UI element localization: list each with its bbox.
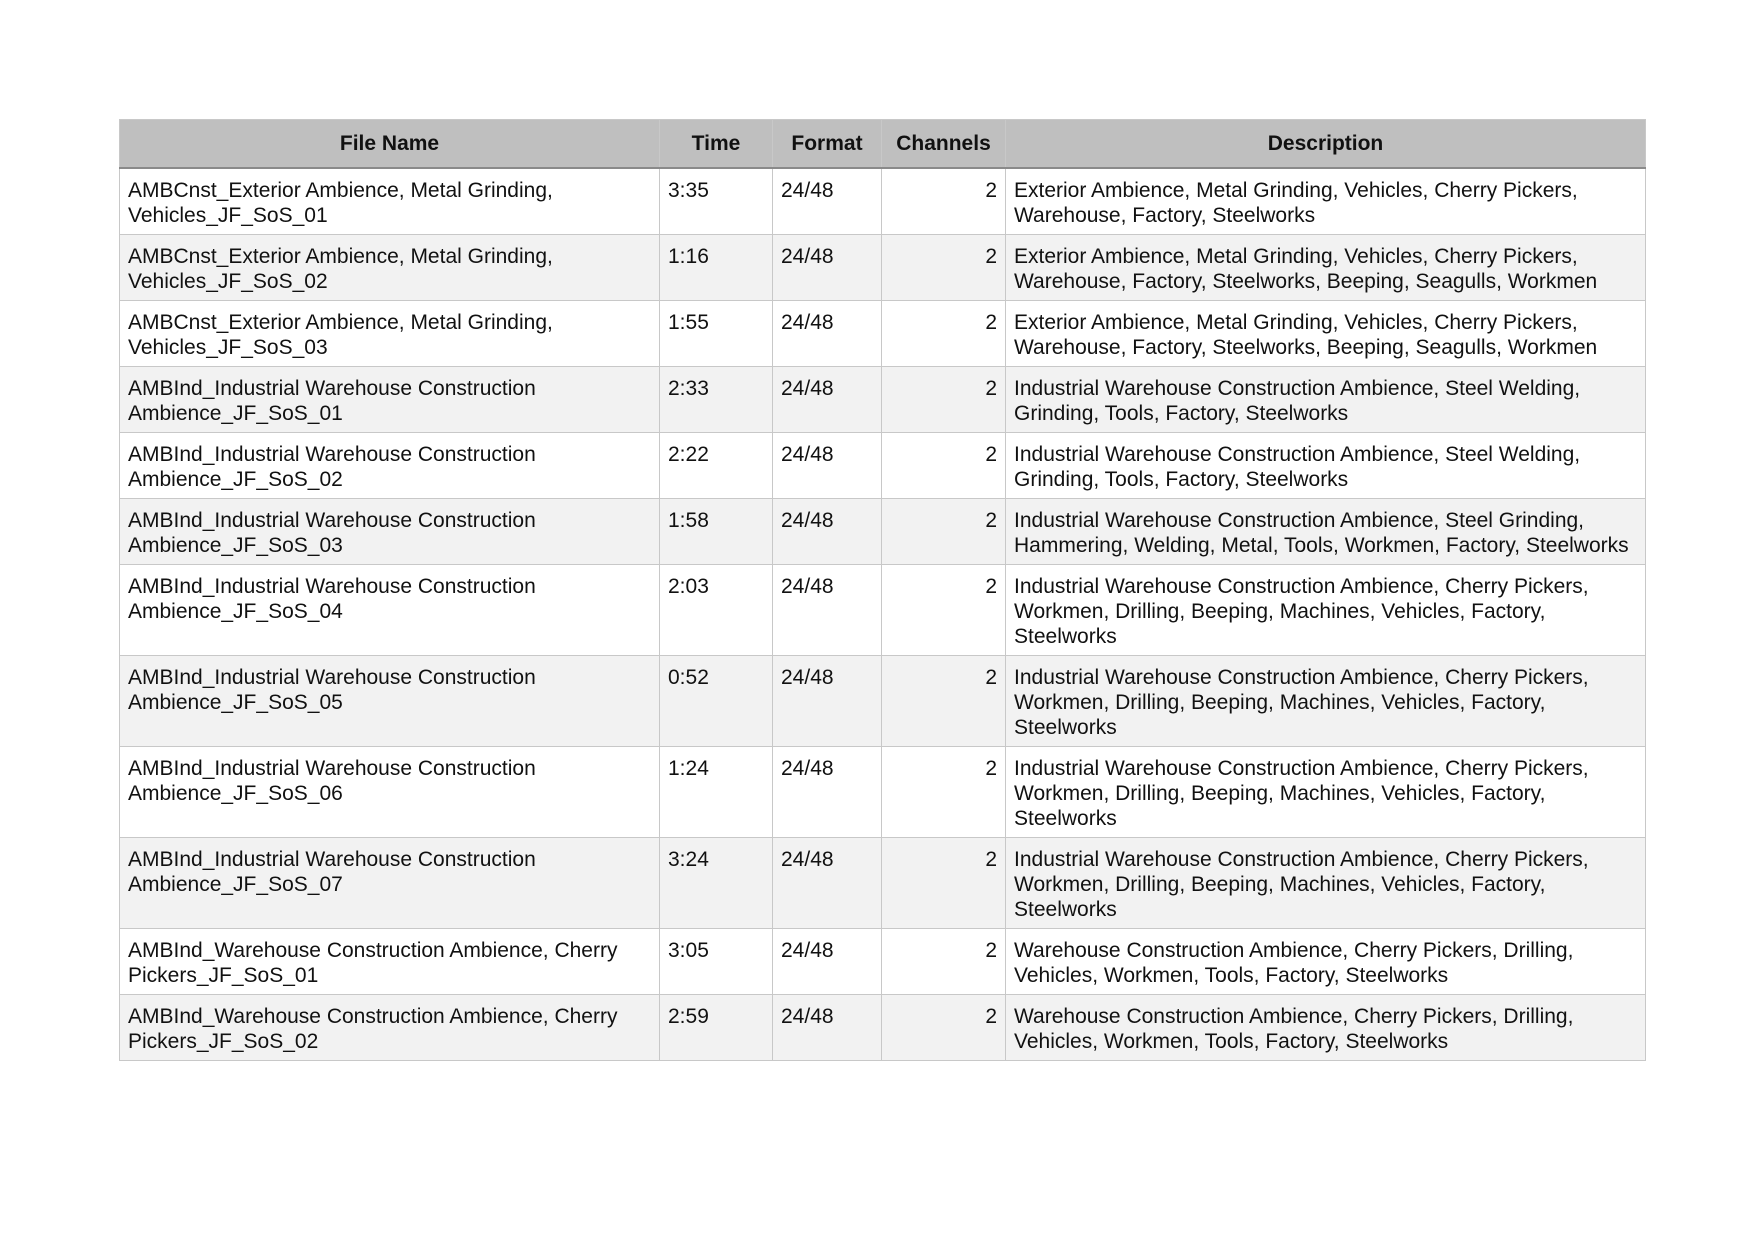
cell-channels[interactable]: 2 — [882, 838, 1006, 929]
table-row[interactable] — [120, 838, 1646, 929]
cell-format[interactable]: 24/48 — [773, 499, 882, 565]
cell-channels[interactable]: 2 — [882, 301, 1006, 367]
cell-time[interactable]: 0:52 — [660, 656, 773, 747]
cell-format[interactable]: 24/48 — [773, 168, 882, 235]
cell-time[interactable]: 2:33 — [660, 367, 773, 433]
cell-description[interactable]: Warehouse Construction Ambience, Cherry Pickers, Drilling, Vehicles, Workmen, Tools, Factory, Steelworks — [1006, 995, 1646, 1061]
cell-time[interactable]: 1:24 — [660, 747, 773, 838]
cell-description[interactable]: Warehouse Construction Ambience, Cherry Pickers, Drilling, Vehicles, Workmen, Tools, Factory, Steelworks — [1006, 929, 1646, 995]
cell-format[interactable]: 24/48 — [773, 929, 882, 995]
table-row[interactable] — [120, 367, 1646, 433]
cell-channels[interactable]: 2 — [882, 433, 1006, 499]
cell-channels[interactable]: 2 — [882, 747, 1006, 838]
cell-description[interactable]: Exterior Ambience, Metal Grinding, Vehicles, Cherry Pickers, Warehouse, Factory, Steelworks, Beeping, Seagulls, Workmen — [1006, 301, 1646, 367]
cell-description[interactable]: Industrial Warehouse Construction Ambience, Cherry Pickers, Workmen, Drilling, Beeping, Machines, Vehicles, Factory, Steelworks — [1006, 565, 1646, 656]
cell-time[interactable]: 3:05 — [660, 929, 773, 995]
cell-time[interactable]: 3:24 — [660, 838, 773, 929]
table-row[interactable] — [120, 995, 1646, 1061]
column-header-description[interactable]: Description — [1006, 120, 1646, 169]
file-list-table — [119, 119, 1646, 1061]
cell-description[interactable]: Industrial Warehouse Construction Ambience, Cherry Pickers, Workmen, Drilling, Beeping, Machines, Vehicles, Factory, Steelworks — [1006, 747, 1646, 838]
cell-file-name[interactable]: AMBCnst_Exterior Ambience, Metal Grinding, Vehicles_JF_SoS_02 — [120, 235, 660, 301]
cell-channels[interactable]: 2 — [882, 235, 1006, 301]
cell-file-name[interactable]: AMBInd_Warehouse Construction Ambience, Cherry Pickers_JF_SoS_02 — [120, 995, 660, 1061]
table-header — [120, 120, 1646, 169]
cell-time[interactable]: 2:59 — [660, 995, 773, 1061]
cell-description[interactable]: Industrial Warehouse Construction Ambience, Cherry Pickers, Workmen, Drilling, Beeping, Machines, Vehicles, Factory, Steelworks — [1006, 838, 1646, 929]
table-row[interactable] — [120, 433, 1646, 499]
cell-format[interactable]: 24/48 — [773, 838, 882, 929]
cell-channels[interactable]: 2 — [882, 656, 1006, 747]
cell-description[interactable]: Industrial Warehouse Construction Ambience, Steel Welding, Grinding, Tools, Factory, Steelworks — [1006, 433, 1646, 499]
cell-description[interactable]: Industrial Warehouse Construction Ambience, Cherry Pickers, Workmen, Drilling, Beeping, Machines, Vehicles, Factory, Steelworks — [1006, 656, 1646, 747]
cell-format[interactable]: 24/48 — [773, 433, 882, 499]
cell-format[interactable]: 24/48 — [773, 747, 882, 838]
cell-time[interactable]: 1:55 — [660, 301, 773, 367]
column-header-channels[interactable]: Channels — [882, 120, 1006, 169]
cell-channels[interactable]: 2 — [882, 168, 1006, 235]
cell-description[interactable]: Industrial Warehouse Construction Ambience, Steel Grinding, Hammering, Welding, Metal, Tools, Workmen, Factory, Steelworks — [1006, 499, 1646, 565]
cell-channels[interactable]: 2 — [882, 367, 1006, 433]
cell-file-name[interactable]: AMBInd_Industrial Warehouse Construction Ambience_JF_SoS_07 — [120, 838, 660, 929]
column-header-format[interactable]: Format — [773, 120, 882, 169]
cell-time[interactable]: 1:58 — [660, 499, 773, 565]
table-row[interactable] — [120, 929, 1646, 995]
cell-description[interactable]: Exterior Ambience, Metal Grinding, Vehicles, Cherry Pickers, Warehouse, Factory, Steelworks — [1006, 168, 1646, 235]
cell-file-name[interactable]: AMBCnst_Exterior Ambience, Metal Grinding, Vehicles_JF_SoS_03 — [120, 301, 660, 367]
cell-channels[interactable]: 2 — [882, 565, 1006, 656]
header-row — [120, 120, 1646, 169]
cell-format[interactable]: 24/48 — [773, 565, 882, 656]
cell-channels[interactable]: 2 — [882, 995, 1006, 1061]
column-header-time[interactable]: Time — [660, 120, 773, 169]
cell-file-name[interactable]: AMBCnst_Exterior Ambience, Metal Grinding, Vehicles_JF_SoS_01 — [120, 168, 660, 235]
spreadsheet-page — [119, 119, 1645, 1061]
cell-channels[interactable]: 2 — [882, 499, 1006, 565]
cell-file-name[interactable]: AMBInd_Industrial Warehouse Construction Ambience_JF_SoS_05 — [120, 656, 660, 747]
table-row[interactable] — [120, 301, 1646, 367]
cell-file-name[interactable]: AMBInd_Industrial Warehouse Construction Ambience_JF_SoS_03 — [120, 499, 660, 565]
column-header-file-name[interactable]: File Name — [120, 120, 660, 169]
cell-channels[interactable]: 2 — [882, 929, 1006, 995]
cell-time[interactable]: 3:35 — [660, 168, 773, 235]
table-row[interactable] — [120, 235, 1646, 301]
cell-file-name[interactable]: AMBInd_Industrial Warehouse Construction Ambience_JF_SoS_04 — [120, 565, 660, 656]
cell-time[interactable]: 2:22 — [660, 433, 773, 499]
cell-file-name[interactable]: AMBInd_Industrial Warehouse Construction Ambience_JF_SoS_02 — [120, 433, 660, 499]
cell-format[interactable]: 24/48 — [773, 301, 882, 367]
cell-description[interactable]: Exterior Ambience, Metal Grinding, Vehicles, Cherry Pickers, Warehouse, Factory, Steelworks, Beeping, Seagulls, Workmen — [1006, 235, 1646, 301]
table-row[interactable] — [120, 499, 1646, 565]
cell-format[interactable]: 24/48 — [773, 656, 882, 747]
table-body — [120, 168, 1646, 1061]
cell-format[interactable]: 24/48 — [773, 235, 882, 301]
cell-time[interactable]: 1:16 — [660, 235, 773, 301]
table-row[interactable] — [120, 565, 1646, 656]
cell-file-name[interactable]: AMBInd_Industrial Warehouse Construction Ambience_JF_SoS_01 — [120, 367, 660, 433]
cell-description[interactable]: Industrial Warehouse Construction Ambience, Steel Welding, Grinding, Tools, Factory, Steelworks — [1006, 367, 1646, 433]
cell-format[interactable]: 24/48 — [773, 367, 882, 433]
cell-format[interactable]: 24/48 — [773, 995, 882, 1061]
cell-time[interactable]: 2:03 — [660, 565, 773, 656]
cell-file-name[interactable]: AMBInd_Warehouse Construction Ambience, Cherry Pickers_JF_SoS_01 — [120, 929, 660, 995]
table-row[interactable] — [120, 656, 1646, 747]
cell-file-name[interactable]: AMBInd_Industrial Warehouse Construction Ambience_JF_SoS_06 — [120, 747, 660, 838]
table-row[interactable] — [120, 747, 1646, 838]
table-row[interactable] — [120, 168, 1646, 235]
